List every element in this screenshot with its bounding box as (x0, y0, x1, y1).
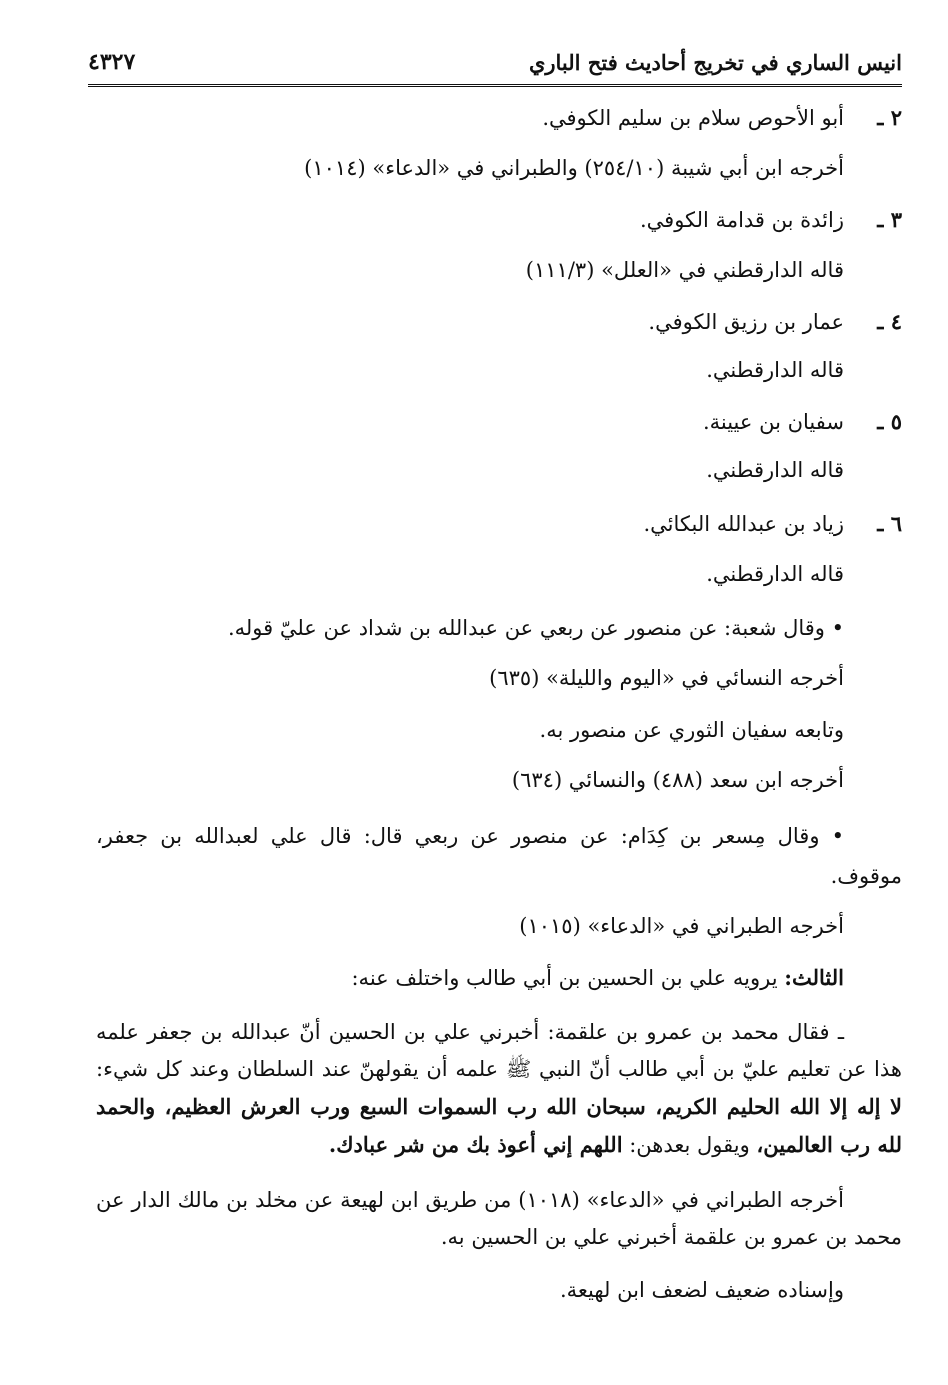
takhrij-verdict: وإسناده ضعيف لضعف ابن لهيعة. (559, 1278, 844, 1302)
hadith-dua-2: اللهم إني أعوذ بك من شر عبادك. (328, 1132, 623, 1157)
misar-statement: • وقال مِسعر بن كِدَام: عن منصور عن ربعي قال: قال علي لعبدالله بن جعفر، (96, 824, 844, 848)
narrator-number: ٦ ـ (877, 511, 902, 536)
narrator-number: ٢ ـ (877, 105, 902, 130)
narrator-item (703, 404, 902, 440)
narrator-item (640, 202, 902, 238)
hadith-intro: ـ فقال محمد بن عمرو بن علقمة: أخبرني علي بن الحسين أنّ عبدالله بن جعفر علمه هذا عن تعليم عليّ بن أبي طالب أنّ النبي ﷺ علمه أن يقولهنّ عند السلطان وعند كل شيء: (96, 1020, 902, 1081)
narrator-number: ٥ ـ (877, 409, 902, 434)
narrator-source: أخرجه ابن أبي شيبة (٢٥٤/١٠) والطبراني في «الدعاء» (١٠١٤) (304, 156, 844, 180)
hadith-dua-1: لا إله إلا الله الحليم الكريم، سبحان الله رب السموات السبع ورب العرش العظيم، والحمد لله رب العالمين، (96, 1094, 902, 1157)
narrator-name: زياد بن عبدالله البكائي. (643, 512, 844, 536)
narrator-item (648, 304, 902, 340)
narrator-number: ٣ ـ (877, 207, 902, 232)
narrator-name: أبو الأحوص سلام بن سليم الكوفي. (542, 106, 844, 130)
narrator-source: قاله الدارقطني في «العلل» (١١١/٣) (525, 258, 844, 282)
narrator-item (643, 506, 902, 542)
page-header (88, 40, 902, 87)
hadith-paragraph (96, 1014, 902, 1164)
shuba-follow: وتابعه سفيان الثوري عن منصور به. (539, 718, 844, 742)
misar-verdict: موقوف. (830, 864, 902, 888)
hadith-middle: ويقول بعدهن: (629, 1133, 750, 1157)
narrator-item (542, 100, 902, 136)
narrator-name: زائدة بن قدامة الكوفي. (639, 208, 844, 232)
narrator-name: سفيان بن عيينة. (702, 410, 844, 434)
shuba-source-2: أخرجه ابن سعد (٤٨٨) والنسائي (٦٣٤) (511, 768, 844, 792)
narrator-source: قاله الدارقطني. (706, 458, 844, 482)
narrator-source: قاله الدارقطني. (706, 562, 844, 586)
narrator-name: عمار بن رزيق الكوفي. (648, 310, 844, 334)
shuba-source: أخرجه النسائي في «اليوم والليلة» (٦٣٥) (489, 666, 844, 690)
running-title: انيس الساري في تخريج أحاديث فتح الباري (528, 49, 902, 75)
narrator-number: ٤ ـ (877, 309, 902, 334)
third-path (351, 960, 844, 996)
third-label: الثالث: (784, 965, 844, 990)
shuba-statement: • وقال شعبة: عن منصور عن ربعي عن عبدالله بن شداد عن عليّ قوله. (227, 616, 844, 640)
third-text: يرويه علي بن الحسين بن أبي طالب واختلف عنه: (351, 966, 778, 990)
takhrij-paragraph: أخرجه الطبراني في «الدعاء» (١٠١٨) من طريق ابن لهيعة عن مخلد بن مالك الدار عن محمد بن عمرو بن علقمة أخبرني علي بن الحسين به. (96, 1188, 902, 1249)
misar-source: أخرجه الطبراني في «الدعاء» (١٠١٥) (519, 914, 844, 938)
page-number: ٤٣٢٧ (88, 49, 136, 75)
narrator-source: قاله الدارقطني. (706, 358, 844, 382)
